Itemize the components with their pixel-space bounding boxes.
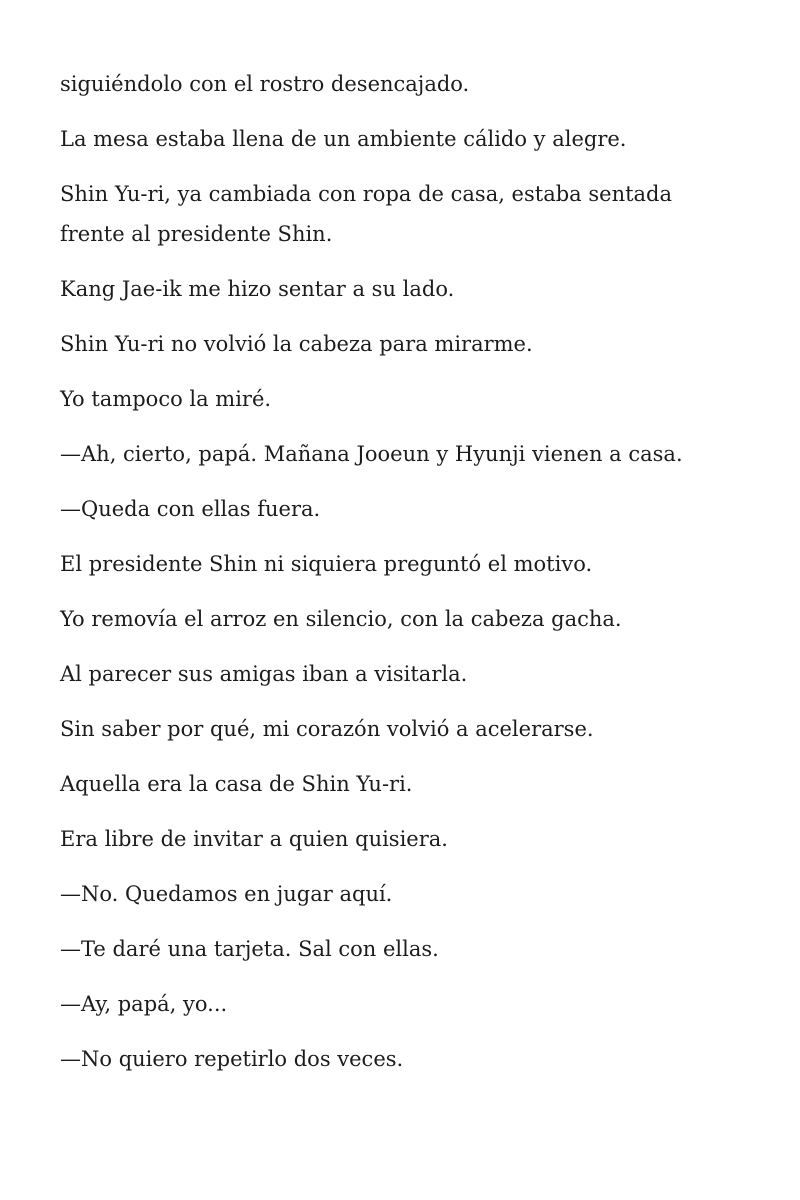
paragraph: Al parecer sus amigas iban a visitarla.	[60, 662, 468, 686]
paragraph: siguiéndolo con el rostro desencajado.	[60, 72, 470, 96]
paragraph: Shin Yu-ri no volvió la cabeza para mirarme.	[60, 332, 533, 356]
paragraph: Kang Jae-ik me hizo sentar a su lado.	[60, 277, 455, 301]
paragraph: —Te daré una tarjeta. Sal con ellas.	[60, 937, 439, 961]
reading-page	[60, 64, 720, 1094]
paragraph: Yo removía el arroz en silencio, con la cabeza gacha.	[60, 607, 622, 631]
paragraph: Aquella era la casa de Shin Yu-ri.	[60, 772, 413, 796]
paragraph: —Queda con ellas fuera.	[60, 497, 321, 521]
paragraph: Sin saber por qué, mi corazón volvió a acelerarse.	[60, 717, 594, 741]
paragraph: Shin Yu-ri, ya cambiada con ropa de casa, estaba sentada frente al presidente Shin.	[60, 182, 673, 246]
paragraph: El presidente Shin ni siquiera preguntó el motivo.	[60, 552, 593, 576]
paragraph: —No quiero repetirlo dos veces.	[60, 1047, 404, 1071]
paragraph: —No. Quedamos en jugar aquí.	[60, 882, 393, 906]
paragraph: —Ay, papá, yo...	[60, 992, 228, 1016]
paragraph: Era libre de invitar a quien quisiera.	[60, 827, 448, 851]
paragraph: —Ah, cierto, papá. Mañana Jooeun y Hyunji vienen a casa.	[60, 442, 683, 466]
paragraph: La mesa estaba llena de un ambiente cálido y alegre.	[60, 127, 627, 151]
paragraph: Yo tampoco la miré.	[60, 387, 272, 411]
